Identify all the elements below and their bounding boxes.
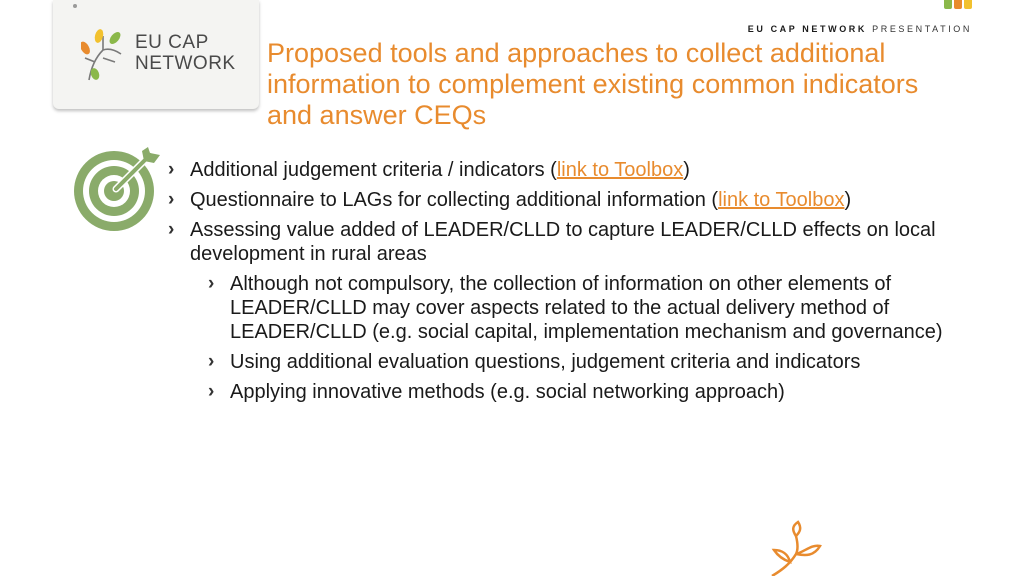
corner-color-squares [944, 0, 972, 9]
bullet-item [168, 188, 988, 212]
toolbox-link[interactable]: link to Toolbox [556, 159, 684, 181]
sub-bullet-item [168, 380, 988, 404]
logo-line-2: NETWORK [135, 53, 236, 74]
header-label: PRESENTATION [872, 24, 972, 34]
toolbox-link[interactable]: link to Toolbox [718, 189, 845, 211]
logo-card [53, 0, 259, 109]
target-icon [72, 147, 160, 233]
bullet-item [168, 158, 988, 182]
sub-bullet-item [168, 272, 988, 344]
bullet-text-end: ) [683, 159, 690, 181]
sub-bullet-text: Applying innovative methods (e.g. social networking approach) [230, 381, 785, 403]
chevron-right-icon: › [168, 219, 175, 240]
bullet-text-end: ) [844, 189, 852, 211]
sprout-icon [768, 520, 824, 576]
eu-cap-network-logo-icon [81, 28, 125, 82]
chevron-right-icon: › [208, 381, 215, 402]
sub-bullet-item [168, 350, 988, 374]
slide-title: Proposed tools and approaches to collect additional information to complement existing common indicators and answer CEQs [267, 38, 919, 130]
header-brand: EU CAP NETWORK [747, 24, 868, 34]
corner-square-yellow [964, 0, 972, 9]
bullet-text: Assessing value added of LEADER/CLLD to capture LEADER/CLLD effects on local development in rural areas [190, 219, 936, 265]
bullet-text: Questionnaire to LAGs for collecting additional information ( [190, 189, 719, 211]
bullet-item [168, 218, 988, 266]
bullet-list [168, 158, 988, 410]
chevron-right-icon: › [168, 159, 175, 180]
corner-square-green [944, 0, 952, 9]
decorative-dot [73, 4, 77, 8]
sub-bullet-text: Using additional evaluation questions, judgement criteria and indicators [230, 351, 861, 373]
chevron-right-icon: › [208, 351, 215, 372]
chevron-right-icon: › [208, 273, 215, 294]
bullet-text: Additional judgement criteria / indicators ( [190, 159, 557, 181]
logo-line-1: EU CAP [135, 32, 209, 53]
sub-bullet-text: Although not compulsory, the collection of information on other elements of LEADER/CLLD may cover aspects related to the actual delivery method of LEADER/CLLD (e.g. social capital, implementation mechanism and governance) [230, 273, 943, 343]
header-tag [748, 24, 972, 34]
chevron-right-icon: › [168, 189, 175, 210]
logo-wordmark [135, 32, 236, 74]
corner-square-orange [954, 0, 962, 9]
